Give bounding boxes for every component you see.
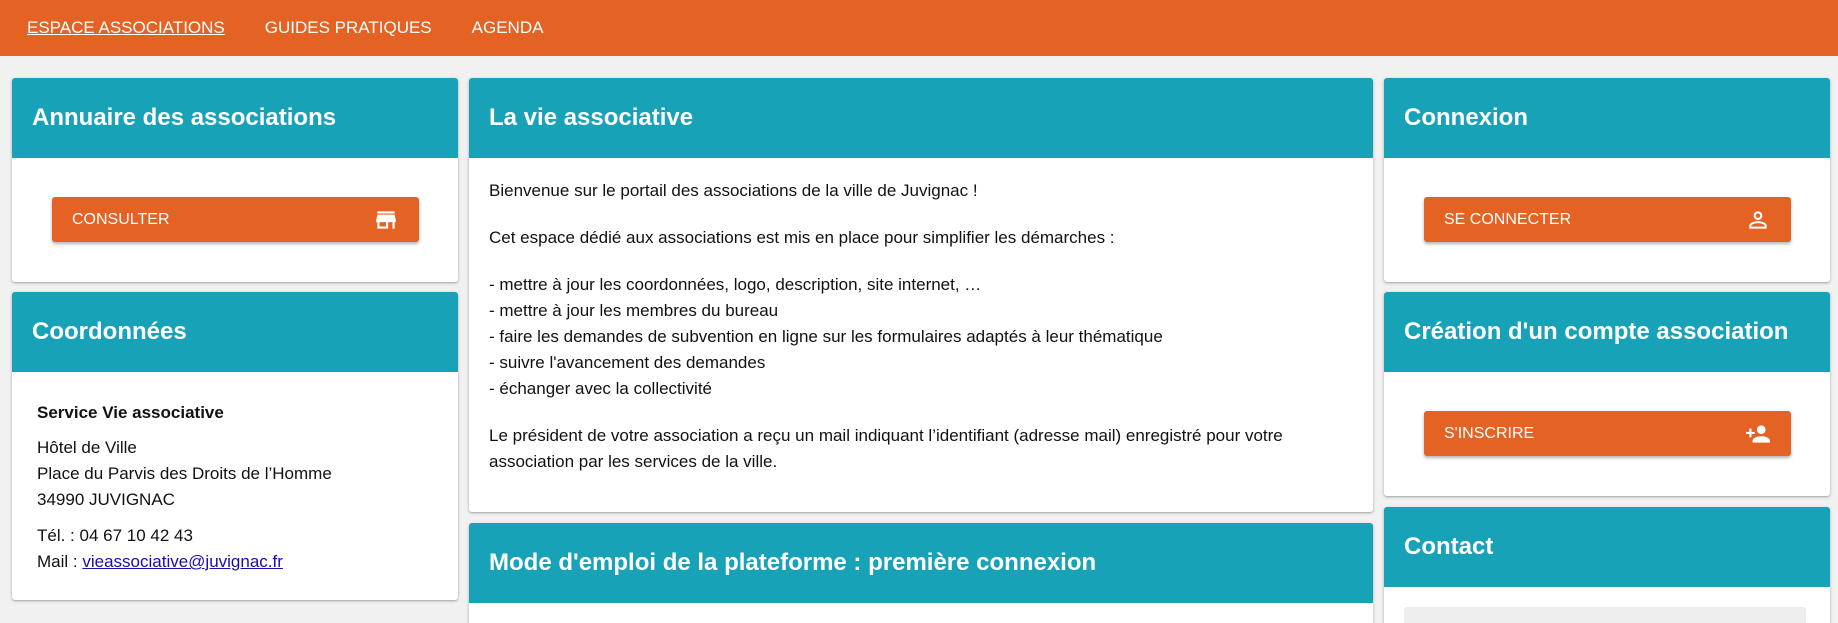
person-add-icon bbox=[1745, 421, 1771, 447]
se-connecter-button[interactable] bbox=[1424, 197, 1791, 242]
connexion-card bbox=[1384, 78, 1830, 282]
person-icon bbox=[1745, 207, 1771, 233]
address-line-2: Place du Parvis des Droits de l’Homme bbox=[37, 464, 332, 483]
consulter-button-label: CONSULTER bbox=[72, 210, 170, 228]
intro-text: Bienvenue sur le portail des associations de la ville de Juvignac ! bbox=[489, 181, 978, 200]
contact-card bbox=[1384, 507, 1830, 623]
nav-guides-pratiques[interactable]: GUIDES PRATIQUES bbox=[264, 18, 432, 37]
nav-agenda[interactable]: AGENDA bbox=[471, 18, 544, 37]
coordonnees-title: Coordonnées bbox=[12, 292, 458, 372]
s-inscrire-button[interactable] bbox=[1424, 411, 1791, 456]
mode-emploi-card bbox=[469, 523, 1373, 623]
creation-card bbox=[1384, 292, 1830, 496]
annuaire-card bbox=[12, 78, 458, 282]
phone: Tél. : 04 67 10 42 43 bbox=[37, 526, 193, 545]
address-line-1: Hôtel de Ville bbox=[37, 438, 137, 457]
top-nav bbox=[0, 0, 1838, 56]
service-name: Service Vie associative bbox=[37, 403, 224, 422]
closing-text: Le président de votre association a reçu un mail indiquant l’identifiant (adresse mail) enregistré pour votre association par les services de la ville. bbox=[489, 426, 1283, 471]
s-inscrire-button-label: S'INSCRIRE bbox=[1444, 424, 1535, 442]
mail-row bbox=[37, 549, 433, 575]
list-item: - faire les demandes de subvention en ligne sur les formulaires adaptés à leur thématique bbox=[489, 327, 1163, 346]
mode-emploi-title: Mode d'emploi de la plateforme : première connexion bbox=[469, 523, 1373, 603]
address-line-3: 34990 JUVIGNAC bbox=[37, 490, 175, 509]
annuaire-title: Annuaire des associations bbox=[12, 78, 458, 158]
list-item: - suivre l'avancement des demandes bbox=[489, 353, 766, 372]
list-item: - mettre à jour les membres du bureau bbox=[489, 301, 779, 320]
contact-title: Contact bbox=[1384, 507, 1830, 587]
contact-content-placeholder bbox=[1404, 607, 1806, 623]
vie-associative-content bbox=[469, 158, 1373, 475]
list-item: - mettre à jour les coordonnées, logo, description, site internet, … bbox=[489, 275, 982, 294]
vie-associative-card bbox=[469, 78, 1373, 512]
mail-label: Mail : bbox=[37, 552, 83, 571]
coordonnees-card bbox=[12, 292, 458, 600]
connexion-title: Connexion bbox=[1384, 78, 1830, 158]
list-item: - échanger avec la collectivité bbox=[489, 379, 713, 398]
lead-text: Cet espace dédié aux associations est mis en place pour simplifier les démarches : bbox=[489, 228, 1115, 247]
mail-link[interactable]: vieassociative@juvignac.fr bbox=[82, 552, 283, 571]
features-list bbox=[489, 272, 1353, 402]
creation-title: Création d'un compte association bbox=[1384, 292, 1830, 372]
coordonnees-content bbox=[12, 372, 458, 575]
vie-associative-title: La vie associative bbox=[469, 78, 1373, 158]
se-connecter-button-label: SE CONNECTER bbox=[1444, 210, 1572, 228]
consulter-button[interactable] bbox=[52, 197, 419, 242]
nav-espace-associations[interactable]: ESPACE ASSOCIATIONS bbox=[27, 18, 225, 37]
store-icon bbox=[373, 207, 399, 233]
